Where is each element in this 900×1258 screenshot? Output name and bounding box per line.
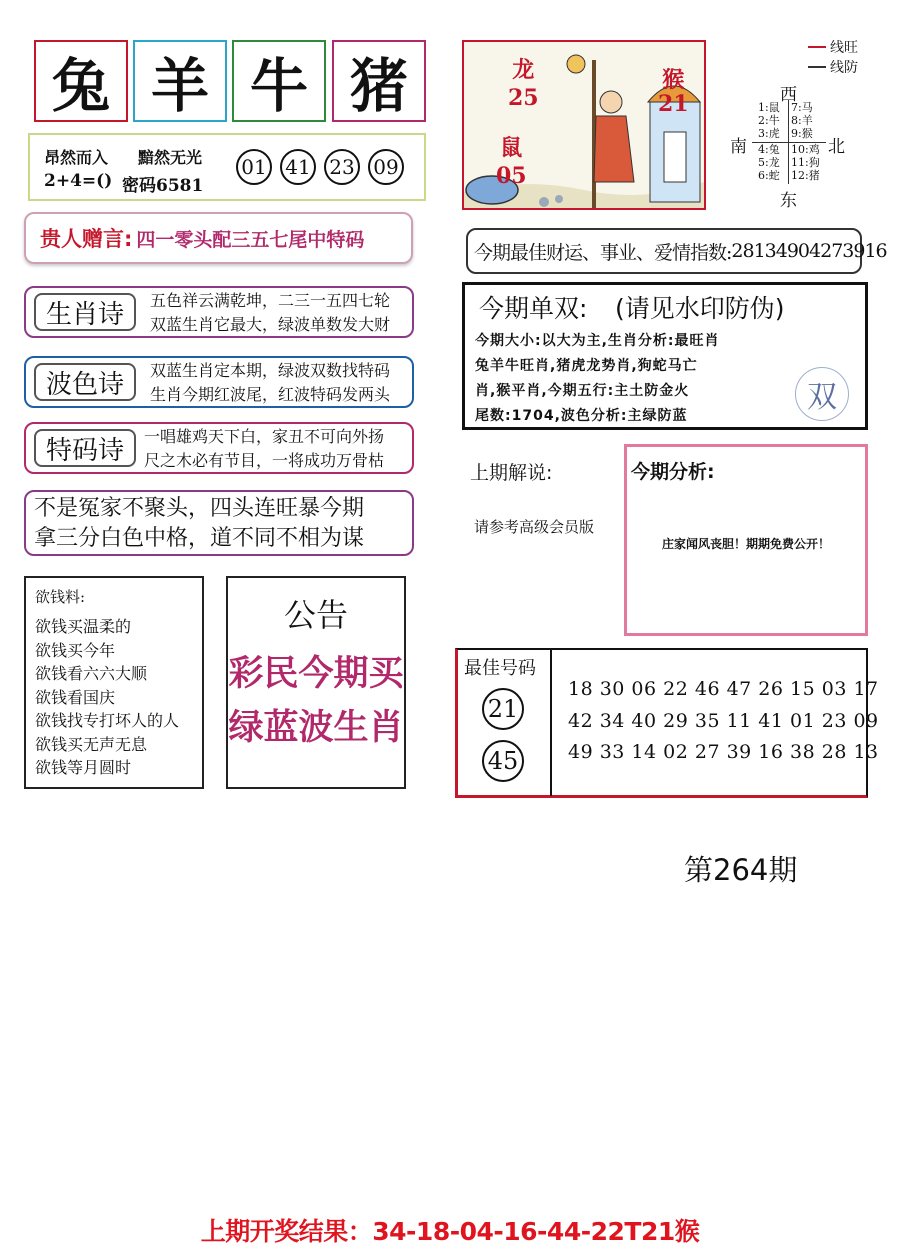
zodiac-char: 猪 (349, 52, 408, 120)
best-numbers-title: 最佳号码 (464, 658, 536, 679)
poem-lines (150, 359, 390, 407)
poem-lines (144, 425, 384, 473)
cartoon-label-num: 21 (658, 91, 689, 117)
cartoon-panel (462, 40, 706, 210)
poem-line: 五色祥云满乾坤，二三一五四七轮 (150, 291, 391, 310)
zodiac-index: 3:虎 (758, 127, 780, 140)
odd-even-line: 尾数:1704,波色分析:主绿防蓝 (475, 408, 688, 424)
money-list-title: 欲钱料: (35, 588, 86, 606)
legend-line-red (808, 46, 826, 48)
riddle-line1-b: 黯然无光 (138, 148, 203, 167)
compass-right-col (791, 101, 820, 182)
cartoon-label-monkey (658, 68, 689, 116)
money-list (24, 576, 204, 789)
fortune-value: 28134904273916 (731, 240, 887, 262)
list-item: 欲钱找专打坏人的人 (35, 711, 180, 730)
list-item: 欲钱看六六大顺 (35, 664, 148, 683)
list-item: 欲钱买温柔的 (35, 617, 132, 636)
odd-even-line: 肖,猴平肖,今期五行:主土防金火 (475, 383, 690, 399)
best-numbers-box (455, 648, 879, 798)
number-row: 49 33 14 02 27 39 16 38 28 13 (568, 741, 879, 763)
direction-north: 北 (828, 137, 845, 157)
gift-label: 贵人赠言: (40, 227, 133, 251)
poem-label: 波色诗 (34, 363, 136, 401)
proverb-line: 拿三分白色中格，道不同不相为谋 (34, 526, 365, 551)
fortune-label: 今期最佳财运、事业、爱情指数: (474, 241, 732, 264)
odd-even-note: (请见水印防伪) (615, 294, 785, 323)
poem-label: 特码诗 (34, 429, 136, 467)
poem-line: 尺之木必有节目，一将成功万骨枯 (144, 451, 385, 470)
issue-number: 第264期 (684, 853, 798, 887)
zodiac-index: 5:龙 (758, 156, 780, 169)
poem-wave-color (24, 356, 414, 408)
odd-even-lines (475, 329, 720, 429)
riddle-number: 41 (280, 149, 316, 185)
direction-south: 南 (730, 137, 747, 157)
odd-even-line: 兔羊牛旺肖,猪虎龙势肖,狗蛇马亡 (475, 358, 698, 374)
zodiac-index: 10:鸡 (791, 143, 820, 156)
best-pick: 21 (482, 688, 524, 730)
cartoon-label-name: 猴 (662, 67, 685, 93)
zodiac-char: 羊 (150, 52, 209, 120)
compass-chart (712, 40, 882, 216)
list-item: 欲钱看国庆 (35, 687, 116, 707)
poem-special-code (24, 422, 414, 474)
best-pick: 45 (482, 740, 524, 782)
poem-lines (150, 289, 390, 337)
notice-line: 绿蓝波生肖 (228, 707, 404, 748)
odd-even-title: 今期单双: (479, 294, 588, 323)
zodiac-char: 兔 (51, 52, 110, 120)
gift-banner (24, 212, 413, 264)
legend-line-dark (808, 66, 826, 68)
compass-left-col (758, 101, 780, 182)
zodiac-index: 9:猴 (791, 127, 813, 140)
odd-even-box (462, 282, 868, 430)
odd-even-line: 今期大小:以大为主,生肖分析:最旺肖 (475, 333, 720, 349)
riddle-line2-b: 密码6581 (122, 176, 204, 196)
last-period-title: 上期解说: (470, 462, 553, 484)
cartoon-label-dragon (508, 56, 539, 112)
proverb-line: 不是冤家不聚头，四头连旺暴今期 (34, 496, 365, 521)
notice-line: 彩民今期买 (228, 653, 404, 694)
zodiac-index: 7:马 (791, 101, 813, 114)
cartoon-label-name: 龙 (512, 57, 535, 83)
riddle-number: 01 (236, 149, 272, 185)
legend-label: 线旺 (830, 40, 858, 56)
riddle-line2-a: 2+4=() (44, 171, 113, 191)
zodiac-index: 6:蛇 (758, 169, 780, 182)
number-row: 42 34 40 29 35 11 41 01 23 09 (568, 710, 879, 732)
poem-line: 双蓝生肖它最大，绿波单数发大财 (150, 315, 391, 334)
riddle-number: 09 (368, 149, 404, 185)
cartoon-label-num: 05 (496, 163, 527, 189)
poem-line: 双蓝生肖定本期，绿波双数找特码 (150, 361, 391, 380)
direction-east: 东 (780, 191, 797, 211)
gift-text: 四一零头配三五七尾中特码 (136, 228, 365, 251)
last-period-text: 请参考高级会员版 (474, 518, 595, 536)
analysis-title: 今期分析: (631, 461, 715, 483)
zodiac-index: 11:狗 (791, 156, 820, 169)
number-row: 18 30 06 22 46 47 26 15 03 17 (568, 678, 879, 700)
riddle-line1-a: 昂然而入 (44, 148, 109, 167)
poem-zodiac (24, 286, 414, 338)
list-item: 欲钱买无声无息 (35, 734, 148, 754)
cartoon-label-rat (496, 134, 527, 190)
direction-west: 西 (780, 85, 797, 105)
riddle-number: 23 (324, 149, 360, 185)
analysis-text: 庄家闻风丧胆！期期免费公开！ (661, 537, 830, 551)
zodiac-box-4 (332, 40, 426, 122)
zodiac-char: 牛 (249, 52, 308, 120)
riddle-box (28, 133, 426, 201)
cartoon-label-num: 25 (508, 85, 539, 111)
best-numbers-divider (550, 650, 552, 796)
list-item: 欲钱等月圆时 (35, 758, 132, 777)
zodiac-index: 12:猪 (791, 169, 820, 182)
poem-line: 一唱雄鸡天下白，家丑不可向外扬 (144, 427, 385, 446)
last-result: 上期开奖结果：34-18-04-16-44-22T21猴 (200, 1217, 700, 1246)
zodiac-box-2 (133, 40, 227, 122)
list-item: 欲钱买今年 (35, 640, 116, 660)
zodiac-index: 8:羊 (791, 114, 813, 127)
notice-box (226, 576, 406, 789)
poem-label: 生肖诗 (34, 293, 136, 331)
zodiac-index: 4:兔 (758, 143, 780, 156)
fortune-box (466, 228, 887, 274)
notice-title: 公告 (283, 596, 348, 634)
analysis-box (624, 444, 868, 636)
zodiac-index: 1:鼠 (758, 101, 780, 114)
cartoon-label-name: 鼠 (500, 135, 523, 161)
zodiac-box-1 (34, 40, 128, 122)
legend-label: 线防 (830, 60, 858, 76)
zodiac-index: 2:牛 (758, 114, 780, 127)
poem-line: 生肖今期红波尾，红波特码发两头 (150, 385, 391, 404)
proverb-box (24, 490, 414, 556)
watermark-stamp: 双 (795, 367, 849, 421)
zodiac-box-3 (232, 40, 326, 122)
